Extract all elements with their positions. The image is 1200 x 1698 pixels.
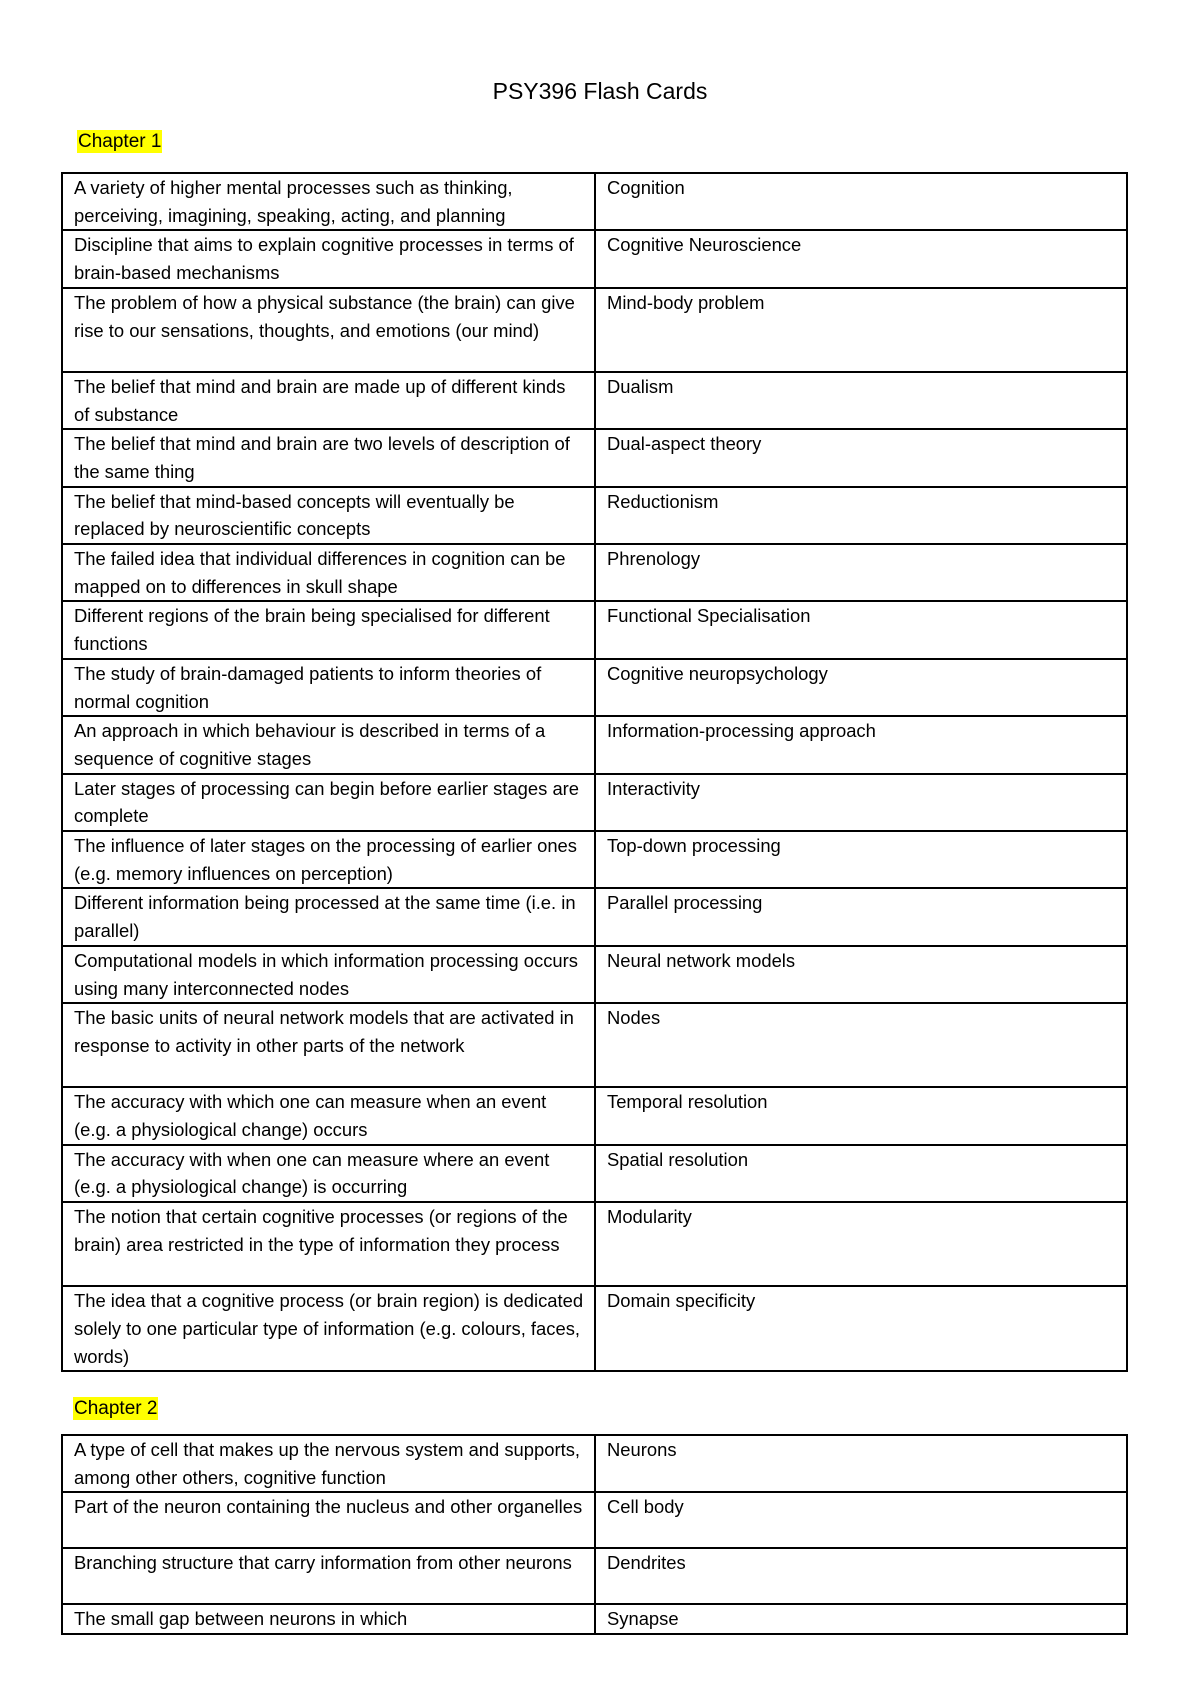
card-term: Dendrites [595, 1548, 1127, 1604]
card-definition: The belief that mind and brain are made up of different kinds of substance [62, 372, 595, 429]
card-term: Neural network models [595, 946, 1127, 1003]
card-term: Dual-aspect theory [595, 429, 1127, 486]
flashcard-row [62, 487, 1127, 544]
card-term: Domain specificity [595, 1286, 1127, 1371]
flashcard-row [62, 288, 1127, 372]
card-definition: An approach in which behaviour is described in terms of a sequence of cognitive stages [62, 716, 595, 773]
card-term: Synapse [595, 1604, 1127, 1634]
card-term: Cognitive Neuroscience [595, 230, 1127, 287]
flashcard-row [62, 429, 1127, 486]
document-title: PSY396 Flash Cards [492, 78, 708, 104]
chapter-1-heading [77, 130, 162, 154]
card-term: Reductionism [595, 487, 1127, 544]
card-term: Functional Specialisation [595, 601, 1127, 658]
card-term: Cognition [595, 173, 1127, 230]
card-definition: The failed idea that individual differences in cognition can be mapped on to differences in skull shape [62, 544, 595, 601]
flashcard-row [62, 888, 1127, 945]
card-definition: The notion that certain cognitive processes (or regions of the brain) area restricted in the type of information they process [62, 1202, 595, 1286]
chapter-2-heading-text: Chapter 2 [74, 1398, 158, 1419]
card-definition: Part of the neuron containing the nucleus and other organelles [62, 1492, 595, 1548]
card-definition: The influence of later stages on the processing of earlier ones (e.g. memory influences on perception) [62, 831, 595, 888]
card-term: Cell body [595, 1492, 1127, 1548]
card-definition: Discipline that aims to explain cognitive processes in terms of brain-based mechanisms [62, 230, 595, 287]
flashcard-row [62, 716, 1127, 773]
flashcard-row [62, 659, 1127, 716]
card-definition: The idea that a cognitive process (or brain region) is dedicated solely to one particular type of information (e.g. colours, faces, words) [62, 1286, 595, 1371]
flashcard-row [62, 372, 1127, 429]
card-definition: The study of brain-damaged patients to inform theories of normal cognition [62, 659, 595, 716]
chapter-1-flashcard-table [61, 172, 1128, 1372]
card-definition: Later stages of processing can begin before earlier stages are complete [62, 774, 595, 831]
card-term: Nodes [595, 1003, 1127, 1087]
chapter-2-flashcard-table [61, 1434, 1128, 1635]
card-term: Interactivity [595, 774, 1127, 831]
flashcard-row [62, 544, 1127, 601]
card-definition: A type of cell that makes up the nervous system and supports, among other others, cognitive function [62, 1435, 595, 1492]
flashcard-row [62, 1492, 1127, 1548]
flashcard-row [62, 1003, 1127, 1087]
card-term: Information-processing approach [595, 716, 1127, 773]
flashcard-row [62, 1435, 1127, 1492]
card-definition: The small gap between neurons in which [62, 1604, 595, 1634]
flashcard-row [62, 1286, 1127, 1371]
card-term: Parallel processing [595, 888, 1127, 945]
card-definition: The accuracy with which one can measure when an event (e.g. a physiological change) occurs [62, 1087, 595, 1144]
flashcard-row [62, 1548, 1127, 1604]
flashcard-row [62, 173, 1127, 230]
card-definition: The belief that mind and brain are two levels of description of the same thing [62, 429, 595, 486]
card-definition: The basic units of neural network models that are activated in response to activity in other parts of the network [62, 1003, 595, 1087]
chapter-1-heading-text: Chapter 1 [78, 131, 162, 152]
flashcard-row [62, 946, 1127, 1003]
flashcard-row [62, 601, 1127, 658]
card-definition: Computational models in which information processing occurs using many interconnected nodes [62, 946, 595, 1003]
card-term: Modularity [595, 1202, 1127, 1286]
card-definition: Branching structure that carry information from other neurons [62, 1548, 595, 1604]
flashcard-row [62, 1604, 1127, 1634]
card-term: Spatial resolution [595, 1145, 1127, 1202]
flashcard-row [62, 1202, 1127, 1286]
card-term: Top-down processing [595, 831, 1127, 888]
card-term: Phrenology [595, 544, 1127, 601]
card-definition: The accuracy with when one can measure where an event (e.g. a physiological change) is occurring [62, 1145, 595, 1202]
chapter-2-heading [73, 1397, 158, 1421]
card-definition: A variety of higher mental processes such as thinking, perceiving, imagining, speaking, acting, and planning [62, 173, 595, 230]
card-definition: Different information being processed at the same time (i.e. in parallel) [62, 888, 595, 945]
card-term: Mind-body problem [595, 288, 1127, 372]
flashcard-row [62, 831, 1127, 888]
card-term: Temporal resolution [595, 1087, 1127, 1144]
card-definition: The belief that mind-based concepts will eventually be replaced by neuroscientific concepts [62, 487, 595, 544]
card-term: Dualism [595, 372, 1127, 429]
card-term: Neurons [595, 1435, 1127, 1492]
flashcard-row [62, 1145, 1127, 1202]
card-definition: Different regions of the brain being specialised for different functions [62, 601, 595, 658]
flashcard-row [62, 774, 1127, 831]
flashcard-row [62, 1087, 1127, 1144]
card-definition: The problem of how a physical substance (the brain) can give rise to our sensations, thoughts, and emotions (our mind) [62, 288, 595, 372]
flashcard-row [62, 230, 1127, 287]
card-term: Cognitive neuropsychology [595, 659, 1127, 716]
